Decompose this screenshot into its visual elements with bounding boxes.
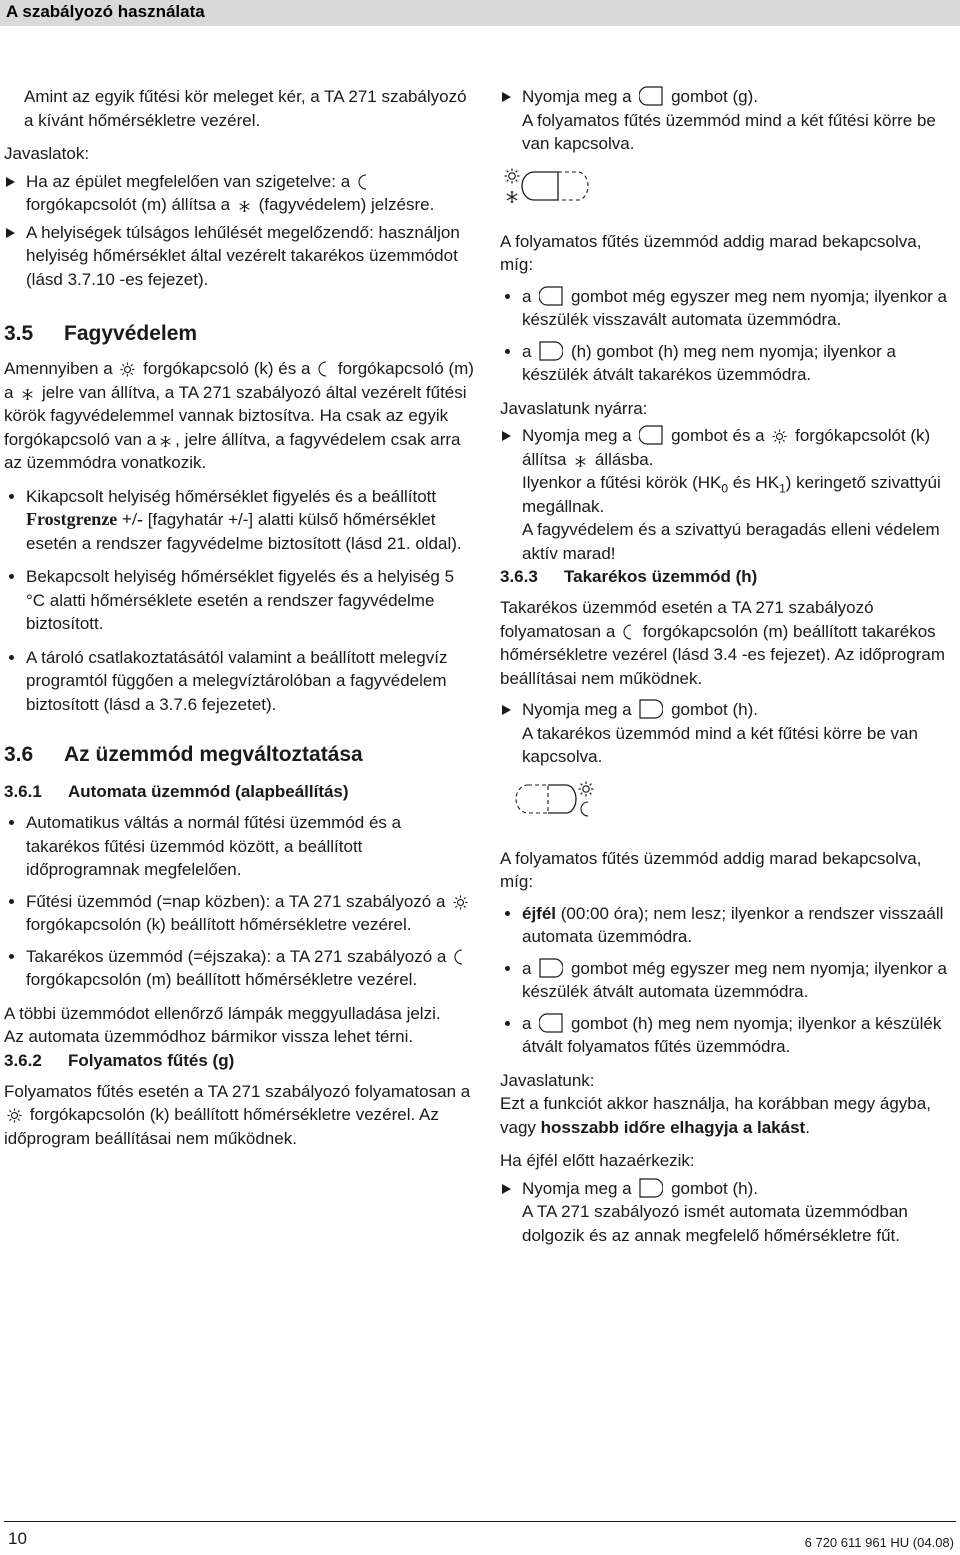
text: Takarékos üzemmód esetén a TA 271 szabályozó folyamatosan a	[500, 598, 874, 641]
text: A fagyvédelem és a szivattyú beragadás elleni védelem aktív marad!	[522, 520, 940, 563]
frost-bullet-1	[4, 485, 474, 556]
section-3-6-3-heading	[500, 565, 955, 588]
section-title: Folyamatos fűtés (g)	[68, 1050, 235, 1070]
text: gombot (g).	[671, 87, 759, 106]
frost-protection-paragraph	[4, 357, 474, 475]
before-midnight-label: Ha éjfél előtt hazaérkezik:	[500, 1151, 695, 1170]
text: Folyamatos fűtés esetén a TA 271 szabályozó folyamatosan a	[4, 1081, 471, 1101]
text: gombot és a	[671, 426, 765, 445]
text: , jelre állítva, a fagyvédelem csak arra az üzemmódra vonatkozik.	[4, 429, 461, 472]
continuous-bullet-2	[500, 340, 955, 387]
auto-bullet-2	[4, 890, 474, 937]
frost-bullet-3	[4, 646, 474, 717]
text: Takarékos üzemmód (=éjszaka): a TA 271 szabályozó a	[26, 946, 447, 966]
economy-button-icon	[539, 958, 563, 978]
text: forgókapcsolón (k) beállított hőmérsékletre vezérel. Az időprogram beállításai nem működnek.	[4, 1105, 439, 1148]
return-auto-text: Az automata üzemmódhoz bármikor vissza lehet térni.	[4, 1027, 414, 1046]
sun-icon	[772, 429, 787, 444]
section-number: 3.6.3	[500, 567, 538, 586]
auto-bullet-3	[4, 945, 474, 992]
tips-label: Javaslatok:	[4, 144, 90, 163]
text: gombot (h) meg nem nyomja; ilyenkor a készülék átvált folyamatos fűtés üzemmódra.	[522, 1013, 942, 1056]
text: jelre van állítva, a TA 271 szabályozó által vezérelt fűtési körök fagyvédelemmel vannak biztosítva. Ha csak az egyik forgókapcsoló van a	[4, 382, 467, 449]
section-number: 3.6	[4, 743, 34, 766]
mode-diagram-icon	[500, 779, 600, 825]
indicator-lamps-text: A többi üzemmódot ellenőrző lámpák meggyulladása jelzi.	[4, 1003, 441, 1023]
continuous-heating-paragraph	[4, 1080, 474, 1151]
frostgrenze-term: Frostgrenze +/-	[26, 509, 144, 529]
frost-bullet-2	[4, 565, 474, 636]
snowflake-icon	[159, 435, 172, 448]
text: a	[522, 1013, 532, 1033]
snowflake-icon	[238, 200, 251, 213]
text: forgókapcsoló (m) a	[4, 359, 474, 402]
page-number: 10	[8, 1529, 27, 1548]
continuous-heating-button-icon	[539, 1013, 563, 1033]
text: Nyomja meg a	[522, 87, 632, 106]
summer-instruction	[500, 424, 955, 565]
text: hosszabb időre elhagyja a lakást	[540, 1117, 806, 1137]
economy-bullet-3	[500, 1012, 955, 1059]
section-title: Automata üzemmód (alapbeállítás)	[68, 782, 349, 801]
text: ) keringető szivattyúi megállnak.	[522, 473, 941, 516]
mode-diagram-icon	[500, 166, 600, 212]
economy-mode-paragraph	[500, 596, 955, 690]
tip1-text-a: Ha az épület megfelelően van szigetelve: a	[26, 171, 351, 191]
text: (00:00 óra); nem lesz; ilyenkor a rendszer visszaáll automata üzemmódra.	[522, 903, 944, 946]
text: éjfél	[522, 903, 557, 923]
text: Amennyiben a	[4, 359, 113, 378]
text: Automatikus váltás a normál fűtési üzemmód és a takarékos fűtési üzemmód között, a beállított időprogramnak megfelelően.	[26, 813, 402, 879]
tip-item-2	[4, 221, 474, 292]
auto-bullet-1	[4, 811, 474, 882]
text: gombot még egyszer meg nem nyomja; ilyenkor a készülék átvált automata üzemmódra.	[522, 958, 947, 1001]
economy-button-icon	[539, 341, 563, 361]
economy-bullet-1	[500, 902, 955, 949]
text: Nyomja meg a	[522, 426, 632, 445]
intro-paragraph: Amint az egyik fűtési kör meleget kér, a TA 271 szabályozó a kívánt hőmérsékletre vezérel.	[24, 87, 467, 130]
document-code: 6 720 611 961 HU (04.08)	[804, 1535, 954, 1550]
header-title: A szabályozó használata	[6, 2, 205, 21]
instruction-press-h-return	[500, 1177, 955, 1248]
text: .	[805, 1117, 810, 1137]
text: forgókapcsolón (m) beállított hőmérsékletre vezérel.	[26, 970, 418, 989]
text: forgókapcsolón (k) beállított hőmérsékletre vezérel.	[26, 915, 412, 934]
tip1-text-c: (fagyvédelem) jelzésre.	[258, 195, 435, 214]
text: és HK	[728, 473, 780, 492]
economy-button-icon	[639, 1178, 663, 1198]
section-3-6-1-heading	[4, 780, 474, 803]
subscript: 1	[779, 481, 786, 496]
text: A TA 271 szabályozó ismét automata üzemmódban dolgozik és az annak megfelelő hőmérsékletre fűt.	[522, 1202, 908, 1245]
continuous-heating-button-icon	[639, 425, 663, 445]
continuous-stays-on-text: A folyamatos fűtés üzemmód addig marad bekapcsolva, míg:	[500, 231, 922, 274]
economy-stays-on-text: A folyamatos fűtés üzemmód addig marad bekapcsolva, míg:	[500, 848, 922, 891]
right-column	[500, 85, 955, 1247]
tip-item-1	[4, 170, 474, 217]
text: Ilyenkor a fűtési körök (HK	[522, 473, 722, 492]
tip1-text-b: forgókapcsolót (m) állítsa a	[26, 195, 231, 214]
continuous-heating-button-icon	[639, 86, 663, 106]
summer-recommendation-label: Javaslatunk nyárra:	[500, 398, 648, 418]
text: A folyamatos fűtés üzemmód mind a két fűtési körre be van kapcsolva.	[522, 110, 936, 153]
continuous-heating-button-icon	[539, 286, 563, 306]
section-3-6-2-heading	[4, 1049, 474, 1072]
sun-icon	[7, 1108, 22, 1123]
moon-icon	[358, 174, 370, 190]
text: Nyomja meg a	[522, 700, 632, 719]
instruction-press-g	[500, 85, 955, 156]
sun-icon	[453, 895, 468, 910]
section-title: Fagyvédelem	[64, 322, 198, 345]
text: A takarékos üzemmód mind a két fűtési körre be van kapcsolva.	[522, 723, 918, 766]
recommendation-text	[500, 1092, 955, 1139]
text: Nyomja meg a	[522, 1178, 632, 1198]
section-number: 3.6.1	[4, 782, 42, 801]
section-title: Az üzemmód megváltoztatása	[64, 743, 363, 766]
text: (h) gombot (h) meg nem nyomja; ilyenkor a készülék átvált takarékos üzemmódra.	[522, 341, 896, 384]
text: [fagyhatár +/-] alatti külső hőmérséklet esetén a rendszer fagyvédelme biztosított (lásd 21. oldal).	[26, 510, 462, 553]
sun-icon	[120, 362, 135, 377]
text: a	[522, 958, 532, 978]
text: állásba.	[594, 449, 654, 469]
section-title: Takarékos üzemmód (h)	[564, 567, 758, 586]
moon-icon	[318, 361, 330, 377]
text: A tároló csatlakoztatásától valamint a beállított melegvíz programtól függően a melegvíztárolóban a fagyvédelem biztosított (lásd a 3.7.6 fejezetet).	[26, 647, 448, 714]
text: Ezt a funkciót akkor használja, ha korábban megy ágyba, vagy	[500, 1094, 931, 1137]
recommendation-label: Javaslatunk:	[500, 1070, 595, 1090]
snowflake-icon	[21, 388, 34, 401]
section-3-5-heading	[4, 321, 474, 347]
economy-bullet-2	[500, 957, 955, 1004]
economy-mode-symbol-group	[500, 779, 955, 825]
text: a	[522, 341, 532, 361]
text: Kikapcsolt helyiség hőmérséklet figyelés és a beállított	[26, 486, 437, 506]
text: gombot még egyszer meg nem nyomja; ilyenkor a készülék visszavált automata üzemmódra.	[522, 286, 947, 329]
section-3-6-heading	[4, 742, 474, 768]
moon-icon	[623, 624, 635, 640]
text: a	[522, 286, 532, 306]
tip2-text: A helyiségek túlságos lehűlését megelőzendő: használjon helyiség hőmérséklet által vezérelt takarékos üzemmódot (lásd 3.7.10 -es fejezet).	[26, 222, 460, 289]
economy-button-icon	[639, 699, 663, 719]
snowflake-icon	[574, 455, 587, 468]
moon-icon	[454, 949, 466, 965]
left-column	[4, 85, 474, 1150]
continuous-mode-symbol-group	[500, 166, 955, 212]
instruction-press-h	[500, 698, 955, 769]
text: gombot (h).	[671, 1178, 759, 1198]
continuous-bullet-1	[500, 285, 955, 332]
section-number: 3.5	[4, 322, 34, 345]
text: forgókapcsolón (m) beállított takarékos hőmérsékletre vezérel (lásd 3.4 -es fejezet). Az időprogram beállításai nem működnek.	[500, 621, 946, 688]
footer-divider	[4, 1521, 956, 1522]
text: Bekapcsolt helyiség hőmérséklet figyelés és a helyiség 5 °C alatti hőmérséklete esetén a rendszer fagyvédelme biztosított.	[26, 567, 455, 633]
section-number: 3.6.2	[4, 1050, 42, 1070]
text: gombot (h).	[671, 700, 759, 719]
subscript: 0	[721, 481, 729, 496]
text: forgókapcsoló (k) és a	[143, 359, 311, 378]
text: Fűtési üzemmód (=nap közben): a TA 271 szabályozó a	[26, 891, 446, 911]
page-header	[0, 0, 960, 26]
text: forgókapcsolót (k) állítsa	[522, 426, 931, 469]
